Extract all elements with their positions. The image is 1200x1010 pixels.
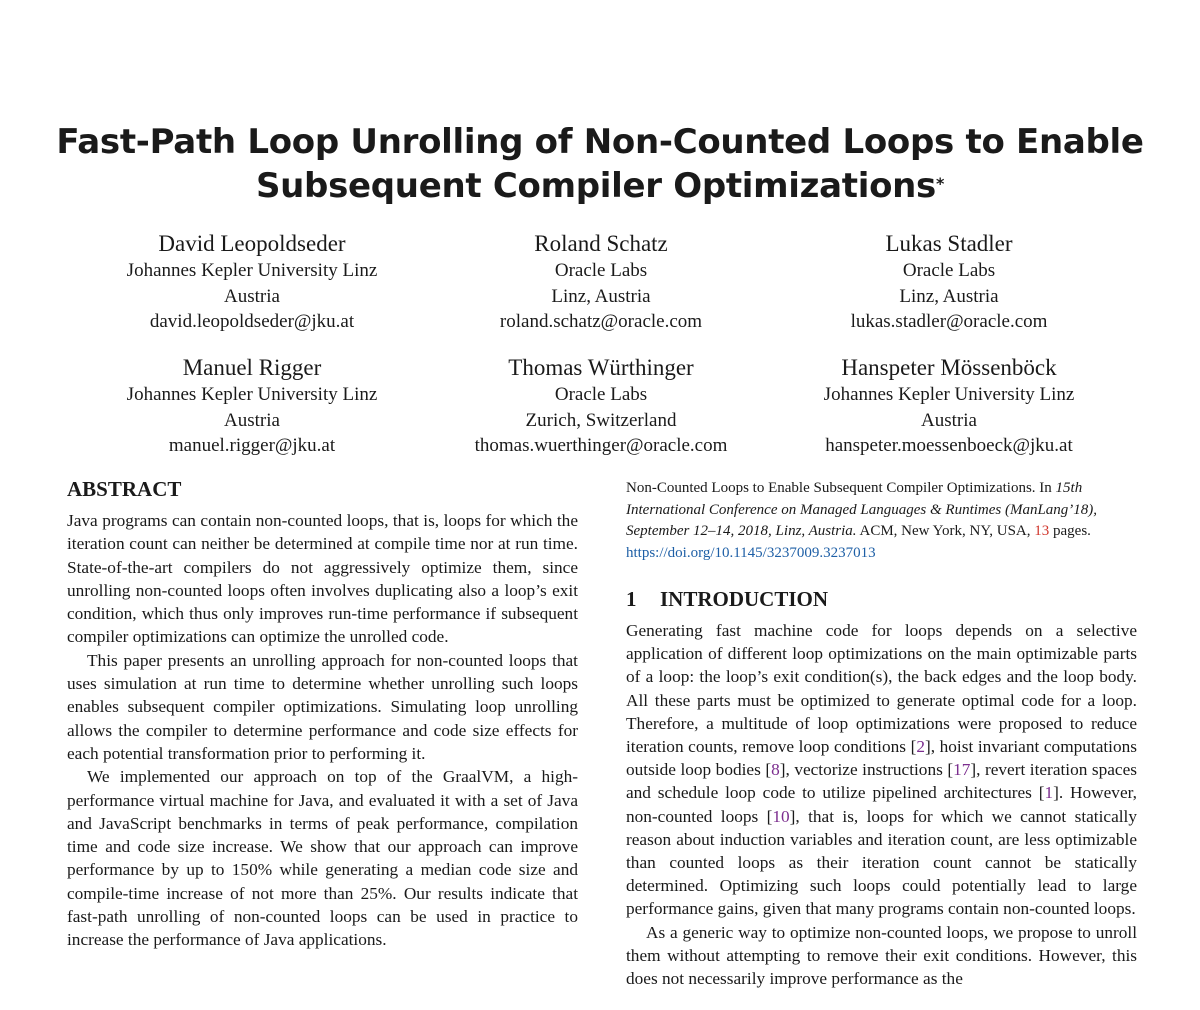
intro-paragraph-1 [626, 619, 1137, 921]
intro-paragraph-2: As a generic way to optimize non-counted loops, we propose to unroll them without attempting to remove their exit conditions. However, this does not necessarily improve performance as the [626, 922, 1137, 989]
author-email: david.leopoldseder@jku.at [149, 311, 355, 332]
author-location: Austria [224, 285, 280, 307]
title-line-1: Fast-Path Loop Unrolling of Non-Counted Loops to Enable [56, 122, 1144, 162]
acm-reference-format [626, 478, 1137, 564]
author-location: Linz, Austria [899, 285, 999, 307]
abstract-paragraph-1: Java programs can contain non-counted loops, that is, loops for which the iteration count can neither be determined at compile time nor at run time. State-of-the-art compilers do not aggressively optimize them, since unrolling non-counted loops often involves duplicating also a loop’s exit condition, which thus only improves run-time performance if subsequent compiler optimizations can optimize the unrolled code. [67, 511, 578, 647]
abstract-body [67, 509, 578, 952]
author-block-1 [72, 230, 432, 335]
author-affiliation: Johannes Kepler University Linz [823, 384, 1075, 405]
author-location: Austria [921, 409, 977, 431]
author-block-5 [421, 354, 781, 459]
reference-venue: 15th International Conference on Managed Languages & Runtimes (ManLang’18), September 12–14, 2018, Linz, Austria. [626, 480, 1098, 539]
citation-link[interactable]: 17 [953, 760, 971, 780]
title-footnote-mark: * [935, 174, 945, 193]
author-block-2 [421, 230, 781, 335]
intro-text: ], revert iteration spaces and schedule loop code to utilize pipelined architectures [ [626, 760, 1137, 803]
paper-title [0, 120, 1200, 208]
title-line-2-text: Subsequent Compiler Optimizations [255, 166, 936, 206]
abstract-paragraph-3: We implemented our approach on top of the GraalVM, a high-performance virtual machine for Java, and evaluated it with a set of Java and JavaScript benchmarks in terms of peak performance, compilation time and code size increase. We show that our approach can improve performance by up to 150% while generating a median code size and compile-time increase of not more than 25%. Our results indicate that fast-path unrolling of non-counted loops can be used in practice to increase the performance of Java applications. [67, 767, 578, 950]
author-location: Linz, Austria [551, 285, 651, 307]
intro-text: ], that is, loops for which we cannot statically reason about induction variables and iteration count, are less optimizable than counted loops as their iteration count cannot be statically determined. Optimizing such loops could potentially lead to large performance gains, given that many programs contain non-counted loops. [626, 806, 1137, 919]
author-name: David Leopoldseder [158, 231, 346, 256]
author-affiliation: Oracle Labs [554, 260, 648, 281]
author-email: hanspeter.moessenboeck@jku.at [825, 435, 1073, 456]
author-block-3 [769, 230, 1129, 335]
author-affiliation: Oracle Labs [902, 260, 996, 281]
citation-link[interactable]: 10 [772, 806, 790, 826]
author-location: Austria [224, 409, 280, 431]
author-email: manuel.rigger@jku.at [168, 435, 336, 456]
abstract-heading: ABSTRACT [67, 477, 182, 501]
author-email: roland.schatz@oracle.com [499, 311, 703, 332]
citation-link[interactable]: 8 [771, 760, 780, 780]
citation-link[interactable]: 1 [1044, 783, 1054, 803]
reference-text: Non-Counted Loops to Enable Subsequent Compiler Optimizations. In [626, 480, 1056, 496]
author-name: Hanspeter Mössenböck [841, 355, 1057, 380]
intro-text: ]. However, non-counted loops [ [626, 783, 1137, 826]
introduction-body [626, 619, 1137, 990]
intro-text: ], vectorize instructions [ [779, 760, 954, 780]
author-name: Lukas Stadler [885, 231, 1013, 256]
intro-text: ], hoist invariant computations outside loop bodies [ [626, 737, 1137, 780]
right-column [626, 478, 1137, 990]
intro-text: Generating fast machine code for loops depends on a selective application of different loop optimizations on the main optimizable parts of a loop: the loop’s exit condition(s), the back edges and the loop body. All these parts must be optimized to generate optimal code for a loop. Therefore, a multitude of loop optimizations were proposed to reduce iteration counts, remove loop conditions [ [626, 621, 1137, 757]
author-name: Manuel Rigger [182, 355, 322, 380]
author-name: Thomas Würthinger [508, 355, 694, 380]
doi-link[interactable]: https://doi.org/10.1145/3237009.3237013 [626, 544, 876, 561]
title-line-2 [0, 164, 1200, 208]
section-number: 1 [626, 587, 637, 611]
citation-link[interactable]: 2 [916, 737, 925, 757]
author-location: Zurich, Switzerland [525, 409, 677, 431]
author-affiliation: Johannes Kepler University Linz [126, 384, 378, 405]
abstract-paragraph-2: This paper presents an unrolling approach for non-counted loops that uses simulation at run time to determine whether unrolling such loops enables subsequent compiler optimizations. Simulating loop unrolling allows the compiler to determine performance and code size effects for each potential transformation prior to performing it. [67, 650, 578, 763]
author-block-4 [72, 354, 432, 459]
left-column [67, 476, 578, 952]
reference-publisher: ACM, New York, NY, USA, [856, 523, 1035, 539]
author-email: lukas.stadler@oracle.com [850, 311, 1048, 332]
reference-pages-word: pages. [1049, 523, 1091, 539]
author-name: Roland Schatz [534, 231, 668, 256]
section-title: INTRODUCTION [660, 587, 829, 611]
author-email: thomas.wuerthinger@oracle.com [474, 435, 728, 456]
author-block-6 [769, 354, 1129, 459]
introduction-heading [626, 586, 1137, 612]
reference-page-count[interactable]: 13 [1034, 523, 1050, 539]
author-affiliation: Oracle Labs [554, 384, 648, 405]
author-affiliation: Johannes Kepler University Linz [126, 260, 378, 281]
